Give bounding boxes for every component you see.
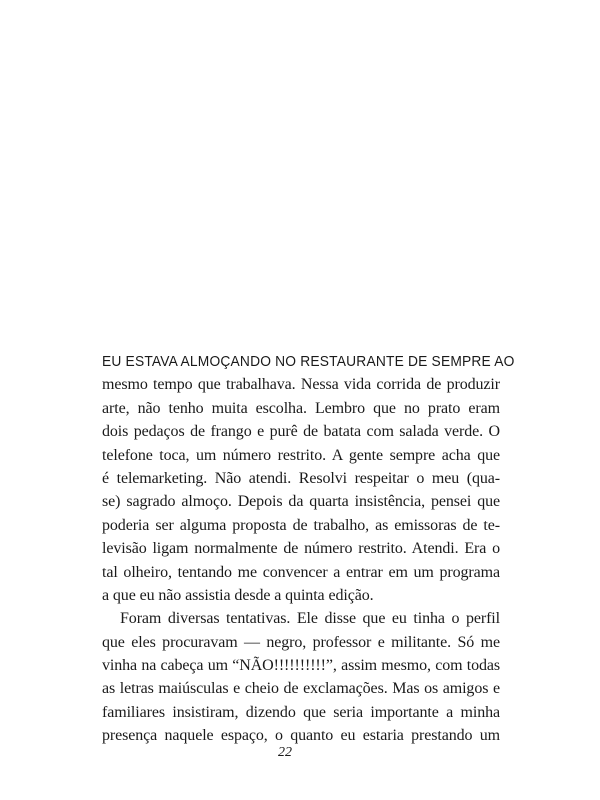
paragraph-end-line: a que eu não assistia desde a quinta edição. bbox=[102, 586, 374, 604]
text-line: vinha na cabeça um “NÃO!!!!!!!!!!”, assim mesmo, com todas bbox=[102, 657, 500, 675]
text-line: dois pedaços de frango e purê de batata com salada verde. O bbox=[102, 423, 500, 441]
text-line: se) sagrado almoço. Depois da quarta insistência, pensei que bbox=[102, 493, 500, 511]
text-line: tal olheiro, tentando me convencer a entrar em um programa bbox=[102, 563, 500, 581]
text-line: familiares insistiram, dizendo que seria importante a minha bbox=[102, 703, 500, 721]
text-line: poderia ser alguma proposta de trabalho, as emissoras de te- bbox=[102, 516, 500, 534]
body-text bbox=[102, 350, 515, 748]
paragraph-start-line: Foram diversas tentativas. Ele disse que eu tinha o perfil bbox=[120, 610, 500, 628]
text-line: levisão ligam normalmente de número restrito. Atendi. Era o bbox=[102, 540, 500, 558]
text-line: mesmo tempo que trabalhava. Nessa vida corrida de produzir bbox=[102, 376, 500, 394]
text-line: é telemarketing. Não atendi. Resolvi respeitar o meu (qua- bbox=[102, 469, 500, 487]
text-line: as letras maiúsculas e cheio de exclamações. Mas os amigos e bbox=[102, 680, 500, 698]
text-line: que eles procuravam — negro, professor e militante. Só me bbox=[102, 633, 500, 651]
page-number: 22 bbox=[278, 745, 292, 760]
text-line: arte, não tenho muita escolha. Lembro que no prato eram bbox=[102, 399, 500, 417]
text-line: telefone toca, um número restrito. A gente sempre acha que bbox=[102, 446, 500, 464]
opening-line: EU ESTAVA ALMOÇANDO NO RESTAURANTE DE SEMPRE AO bbox=[102, 353, 515, 370]
text-line: presença naquele espaço, o quanto eu estaria prestando um bbox=[102, 727, 500, 745]
